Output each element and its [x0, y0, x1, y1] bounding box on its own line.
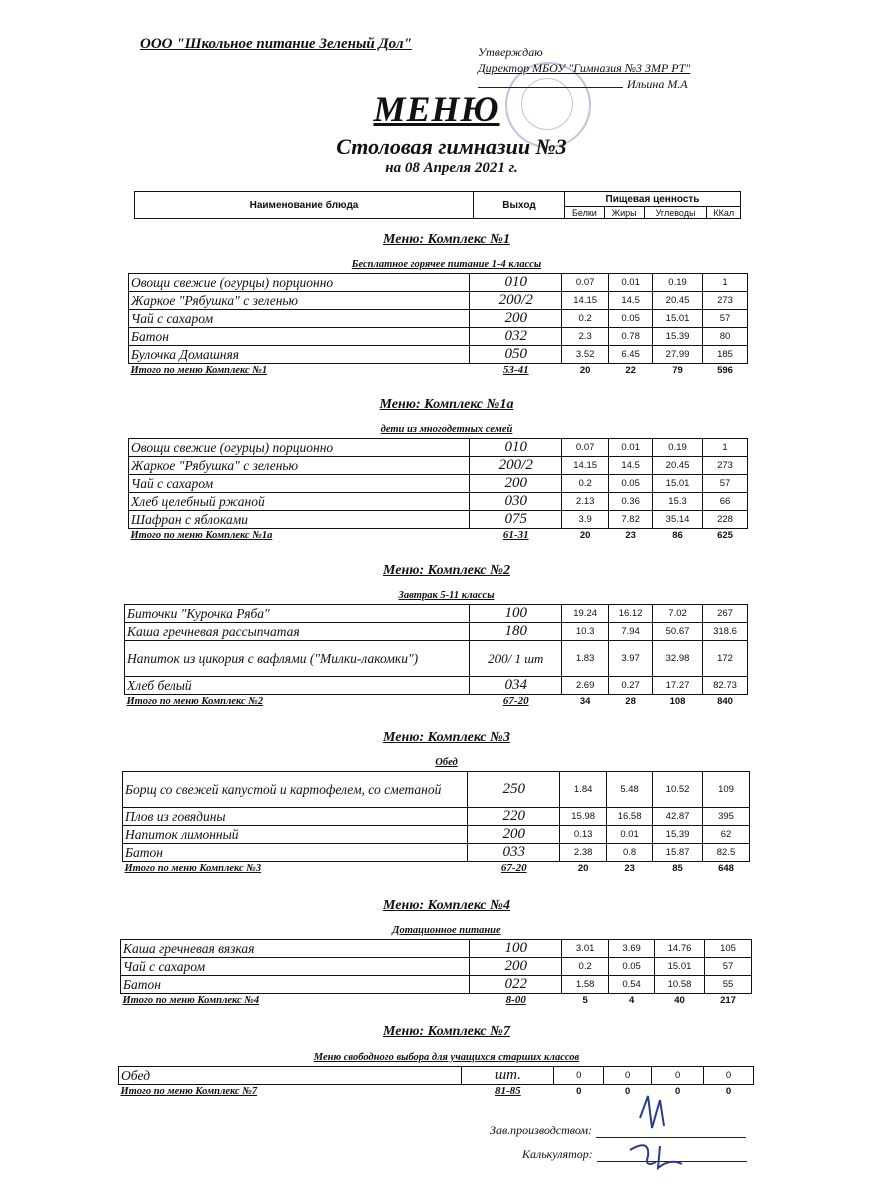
table-row [125, 623, 748, 641]
dish-name: Батон [123, 844, 468, 862]
dish-proteins: 2.69 [562, 677, 609, 695]
production-label: Зав.производством: [490, 1123, 593, 1137]
col-proteins: Белки [565, 207, 605, 219]
total-kcal: 0 [725, 1085, 732, 1097]
dish-kcal: 80 [703, 328, 748, 346]
total-row [129, 529, 748, 542]
dish-proteins: 0.2 [562, 310, 609, 328]
dish-name: Напиток из цикория с вафлями ("Милки-лакомки") [125, 641, 470, 677]
section-subtitle: Завтрак 5-11 классы [398, 590, 495, 601]
dish-name: Чай с сахаром [129, 310, 470, 328]
dish-fats: 0 [604, 1067, 652, 1085]
dish-kcal: 228 [703, 511, 748, 529]
dish-carbs: 15.39 [653, 328, 703, 346]
total-fats: 23 [624, 862, 635, 874]
dish-fats: 16.58 [607, 808, 653, 826]
dish-name: Овощи свежие (огурцы) порционно [129, 439, 470, 457]
dish-carbs: 15.3 [653, 493, 703, 511]
total-fats: 23 [625, 529, 636, 541]
dish-kcal: 57 [703, 475, 748, 493]
total-label: Итого по меню Комплекс №4 [122, 994, 260, 1006]
table-row [129, 274, 748, 292]
total-row [125, 695, 748, 708]
dish-output: 200 [470, 958, 562, 976]
dish-fats: 0.01 [609, 274, 653, 292]
total-kcal: 625 [717, 529, 733, 541]
total-output: 8-00 [505, 994, 526, 1006]
dish-fats: 0.05 [609, 310, 653, 328]
col-output: Выход [474, 192, 565, 219]
dish-proteins: 1.83 [562, 641, 609, 677]
total-proteins: 20 [579, 529, 591, 541]
dish-proteins: 1.84 [560, 772, 607, 808]
dish-fats: 0.8 [607, 844, 653, 862]
dish-carbs: 20.45 [653, 457, 703, 475]
section-title: Меню: Комплекс №4 [383, 898, 510, 913]
dish-kcal: 109 [703, 772, 750, 808]
dish-proteins: 3.01 [562, 940, 609, 958]
production-signature [490, 1123, 746, 1138]
dish-output: 050 [470, 346, 562, 364]
dish-output: 033 [468, 844, 560, 862]
menu-table [120, 939, 752, 1006]
approve-label: Утверждаю [478, 45, 543, 59]
section-title: Меню: Комплекс №1а [379, 397, 514, 412]
dish-name: Обед [119, 1067, 462, 1085]
dish-proteins: 0.07 [562, 439, 609, 457]
dish-fats: 0.54 [609, 976, 655, 994]
dish-fats: 7.82 [609, 511, 653, 529]
dish-fats: 0.27 [609, 677, 653, 695]
table-row [125, 605, 748, 623]
table-row [129, 457, 748, 475]
dish-carbs: 17.27 [653, 677, 703, 695]
dish-name: Жаркое "Рябушка" с зеленью [129, 457, 470, 475]
dish-kcal: 273 [703, 457, 748, 475]
dish-proteins: 2.38 [560, 844, 607, 862]
menu-table [128, 438, 748, 541]
total-label: Итого по меню Комплекс №3 [124, 862, 262, 874]
dish-fats: 3.69 [609, 940, 655, 958]
total-output: 67-20 [502, 695, 529, 707]
dish-kcal: 57 [705, 958, 752, 976]
dish-proteins: 19.24 [562, 605, 609, 623]
dish-proteins: 15.98 [560, 808, 607, 826]
dish-fats: 0.05 [609, 958, 655, 976]
dish-name: Хлеб белый [125, 677, 470, 695]
total-fats: 4 [628, 994, 635, 1006]
menu-date: на 08 Апреля 2021 г. [385, 160, 518, 176]
dish-fats: 0.01 [609, 439, 653, 457]
dish-name: Напиток лимонный [123, 826, 468, 844]
total-label: Итого по меню Комплекс №7 [120, 1085, 258, 1097]
col-carbs: Углеводы [644, 207, 707, 219]
dish-carbs: 14.76 [655, 940, 705, 958]
dish-carbs: 32.98 [653, 641, 703, 677]
total-proteins: 0 [576, 1085, 582, 1097]
total-carbs: 108 [669, 695, 686, 707]
table-row [123, 844, 750, 862]
dish-kcal: 318.6 [703, 623, 748, 641]
total-proteins: 5 [582, 994, 588, 1006]
total-kcal: 648 [718, 862, 734, 874]
dish-kcal: 55 [705, 976, 752, 994]
dish-output: 032 [470, 328, 562, 346]
dish-output: 200 [470, 310, 562, 328]
dish-proteins: 2.3 [562, 328, 609, 346]
total-kcal: 596 [717, 364, 733, 376]
dish-name: Биточки "Курочка Ряба" [125, 605, 470, 623]
dish-fats: 0.78 [609, 328, 653, 346]
dish-kcal: 172 [703, 641, 748, 677]
approval-block [478, 44, 690, 92]
dish-proteins: 14.15 [562, 292, 609, 310]
table-row [129, 346, 748, 364]
total-label: Итого по меню Комплекс №1а [130, 529, 273, 541]
total-row [121, 994, 752, 1007]
dish-output: 022 [470, 976, 562, 994]
dish-carbs: 20.45 [653, 292, 703, 310]
total-label: Итого по меню Комплекс №2 [126, 695, 264, 707]
total-output: 67-20 [500, 862, 527, 874]
dish-carbs: 10.52 [653, 772, 703, 808]
section-subtitle: Меню свободного выбора для учащихся старших классов [313, 1052, 580, 1063]
director-name: Ильина М.А [627, 77, 688, 91]
menu-table [124, 604, 748, 707]
total-proteins: 20 [579, 364, 591, 376]
dish-proteins: 14.15 [562, 457, 609, 475]
total-carbs: 79 [672, 364, 683, 376]
dish-fats: 0.05 [609, 475, 653, 493]
dish-output: 030 [470, 493, 562, 511]
column-header-table [134, 191, 741, 219]
dish-proteins: 2.13 [562, 493, 609, 511]
dish-output: 200/ 1 шт [470, 641, 562, 677]
dish-fats: 14.5 [609, 457, 653, 475]
dish-name: Овощи свежие (огурцы) порционно [129, 274, 470, 292]
total-fats: 28 [625, 695, 636, 707]
table-row [129, 328, 748, 346]
dish-fats: 0.36 [609, 493, 653, 511]
total-output: 61-31 [502, 529, 529, 541]
section-title: Меню: Комплекс №3 [383, 730, 510, 745]
dish-carbs: 0 [652, 1067, 704, 1085]
total-output: 53-41 [502, 364, 529, 376]
dish-kcal: 62 [703, 826, 750, 844]
dish-name: Жаркое "Рябушка" с зеленью [129, 292, 470, 310]
calculator-label: Калькулятор: [522, 1147, 593, 1161]
table-row [121, 940, 752, 958]
dish-carbs: 15.01 [653, 310, 703, 328]
table-row [121, 976, 752, 994]
dish-kcal: 66 [703, 493, 748, 511]
dish-output: 075 [470, 511, 562, 529]
dish-kcal: 82.5 [703, 844, 750, 862]
dish-carbs: 15.01 [655, 958, 705, 976]
dish-output: 200 [468, 826, 560, 844]
total-label: Итого по меню Комплекс №1 [130, 364, 268, 376]
dish-carbs: 42.87 [653, 808, 703, 826]
dish-kcal: 267 [703, 605, 748, 623]
organization-name: ООО "Школьное питание Зеленый Дол" [140, 36, 412, 52]
dish-output: 100 [470, 605, 562, 623]
dish-name: Каша гречневая вязкая [121, 940, 470, 958]
dish-kcal: 185 [703, 346, 748, 364]
dish-proteins: 0.13 [560, 826, 607, 844]
total-fats: 0 [625, 1085, 631, 1097]
dish-proteins: 0.07 [562, 274, 609, 292]
col-fats: Жиры [604, 207, 644, 219]
dish-kcal: 57 [703, 310, 748, 328]
dish-proteins: 0.2 [562, 958, 609, 976]
dish-name: Каша гречневая рассыпчатая [125, 623, 470, 641]
dish-name: Батон [129, 328, 470, 346]
section-title: Меню: Комплекс №7 [383, 1024, 510, 1039]
dish-carbs: 35.14 [653, 511, 703, 529]
total-row [123, 862, 750, 875]
dish-proteins: 10.3 [562, 623, 609, 641]
dish-output: 010 [470, 439, 562, 457]
table-row [129, 292, 748, 310]
table-row [129, 475, 748, 493]
total-row [129, 364, 748, 377]
dish-output: 034 [470, 677, 562, 695]
table-row [125, 677, 748, 695]
dish-proteins: 0 [554, 1067, 604, 1085]
canteen-title: Столовая гимназии №3 [336, 134, 567, 159]
table-row [123, 808, 750, 826]
table-row [129, 511, 748, 529]
dish-carbs: 15.01 [653, 475, 703, 493]
section-subtitle: Дотационное питание [392, 925, 501, 936]
total-carbs: 40 [674, 994, 685, 1006]
table-row [121, 958, 752, 976]
table-row [123, 826, 750, 844]
total-fats: 22 [625, 364, 636, 376]
dish-output: шт. [462, 1067, 554, 1085]
dish-proteins: 0.2 [562, 475, 609, 493]
dish-name: Борщ со свежей капустой и картофелем, со сметаной [123, 772, 468, 808]
dish-carbs: 7.02 [653, 605, 703, 623]
dish-fats: 0.01 [607, 826, 653, 844]
dish-fats: 5.48 [607, 772, 653, 808]
dish-fats: 14.5 [609, 292, 653, 310]
total-carbs: 85 [672, 862, 683, 874]
dish-fats: 7.94 [609, 623, 653, 641]
menu-table [128, 273, 748, 376]
dish-kcal: 273 [703, 292, 748, 310]
dish-output: 200/2 [470, 457, 562, 475]
handwritten-signature [620, 1088, 700, 1178]
total-proteins: 20 [577, 862, 589, 874]
dish-proteins: 1.58 [562, 976, 609, 994]
page-title: МЕНЮ [373, 89, 500, 129]
table-row [119, 1067, 754, 1085]
section-title: Меню: Комплекс №2 [383, 563, 510, 578]
section-title: Меню: Комплекс №1 [383, 232, 510, 247]
dish-kcal: 395 [703, 808, 750, 826]
col-name: Наименование блюда [135, 192, 474, 219]
total-proteins: 34 [579, 695, 591, 707]
dish-carbs: 27.99 [653, 346, 703, 364]
total-carbs: 0 [674, 1085, 681, 1097]
dish-carbs: 15.39 [653, 826, 703, 844]
table-row [125, 641, 748, 677]
dish-kcal: 105 [705, 940, 752, 958]
total-output: 81-85 [495, 1085, 521, 1097]
dish-name: Чай с сахаром [121, 958, 470, 976]
dish-name: Шафран с яблоками [129, 511, 470, 529]
dish-fats: 3.97 [609, 641, 653, 677]
director-title: Директор МБОУ "Гимназия №3 ЗМР РТ" [478, 61, 691, 75]
dish-output: 180 [470, 623, 562, 641]
dish-kcal: 82.73 [703, 677, 748, 695]
dish-kcal: 1 [703, 439, 748, 457]
col-nutrition: Пищевая ценность [565, 192, 741, 207]
dish-kcal: 0 [704, 1067, 754, 1085]
dish-output: 250 [468, 772, 560, 808]
table-row [129, 310, 748, 328]
dish-name: Булочка Домашняя [129, 346, 470, 364]
dish-carbs: 0.19 [653, 274, 703, 292]
dish-name: Батон [121, 976, 470, 994]
total-kcal: 217 [720, 994, 736, 1006]
total-kcal: 840 [717, 695, 733, 707]
dish-kcal: 1 [703, 274, 748, 292]
section-subtitle: дети из многодетных семей [380, 424, 513, 435]
dish-carbs: 10.58 [655, 976, 705, 994]
dish-fats: 16.12 [609, 605, 653, 623]
dish-carbs: 50.67 [653, 623, 703, 641]
dish-carbs: 0.19 [653, 439, 703, 457]
section-subtitle: Бесплатное горячее питание 1-4 классы [351, 259, 542, 270]
dish-fats: 6.45 [609, 346, 653, 364]
dish-output: 200 [470, 475, 562, 493]
total-carbs: 86 [672, 529, 683, 541]
dish-proteins: 3.52 [562, 346, 609, 364]
dish-output: 100 [470, 940, 562, 958]
section-subtitle: Обед [435, 757, 458, 768]
dish-output: 220 [468, 808, 560, 826]
dish-proteins: 3.9 [562, 511, 609, 529]
dish-output: 010 [470, 274, 562, 292]
dish-name: Чай с сахаром [129, 475, 470, 493]
dish-name: Плов из говядины [123, 808, 468, 826]
col-kcal: ККал [707, 207, 741, 219]
dish-output: 200/2 [470, 292, 562, 310]
table-row [129, 439, 748, 457]
dish-carbs: 15.87 [653, 844, 703, 862]
table-row [123, 772, 750, 808]
menu-table [122, 771, 750, 874]
table-row [129, 493, 748, 511]
dish-name: Хлеб целебный ржаной [129, 493, 470, 511]
